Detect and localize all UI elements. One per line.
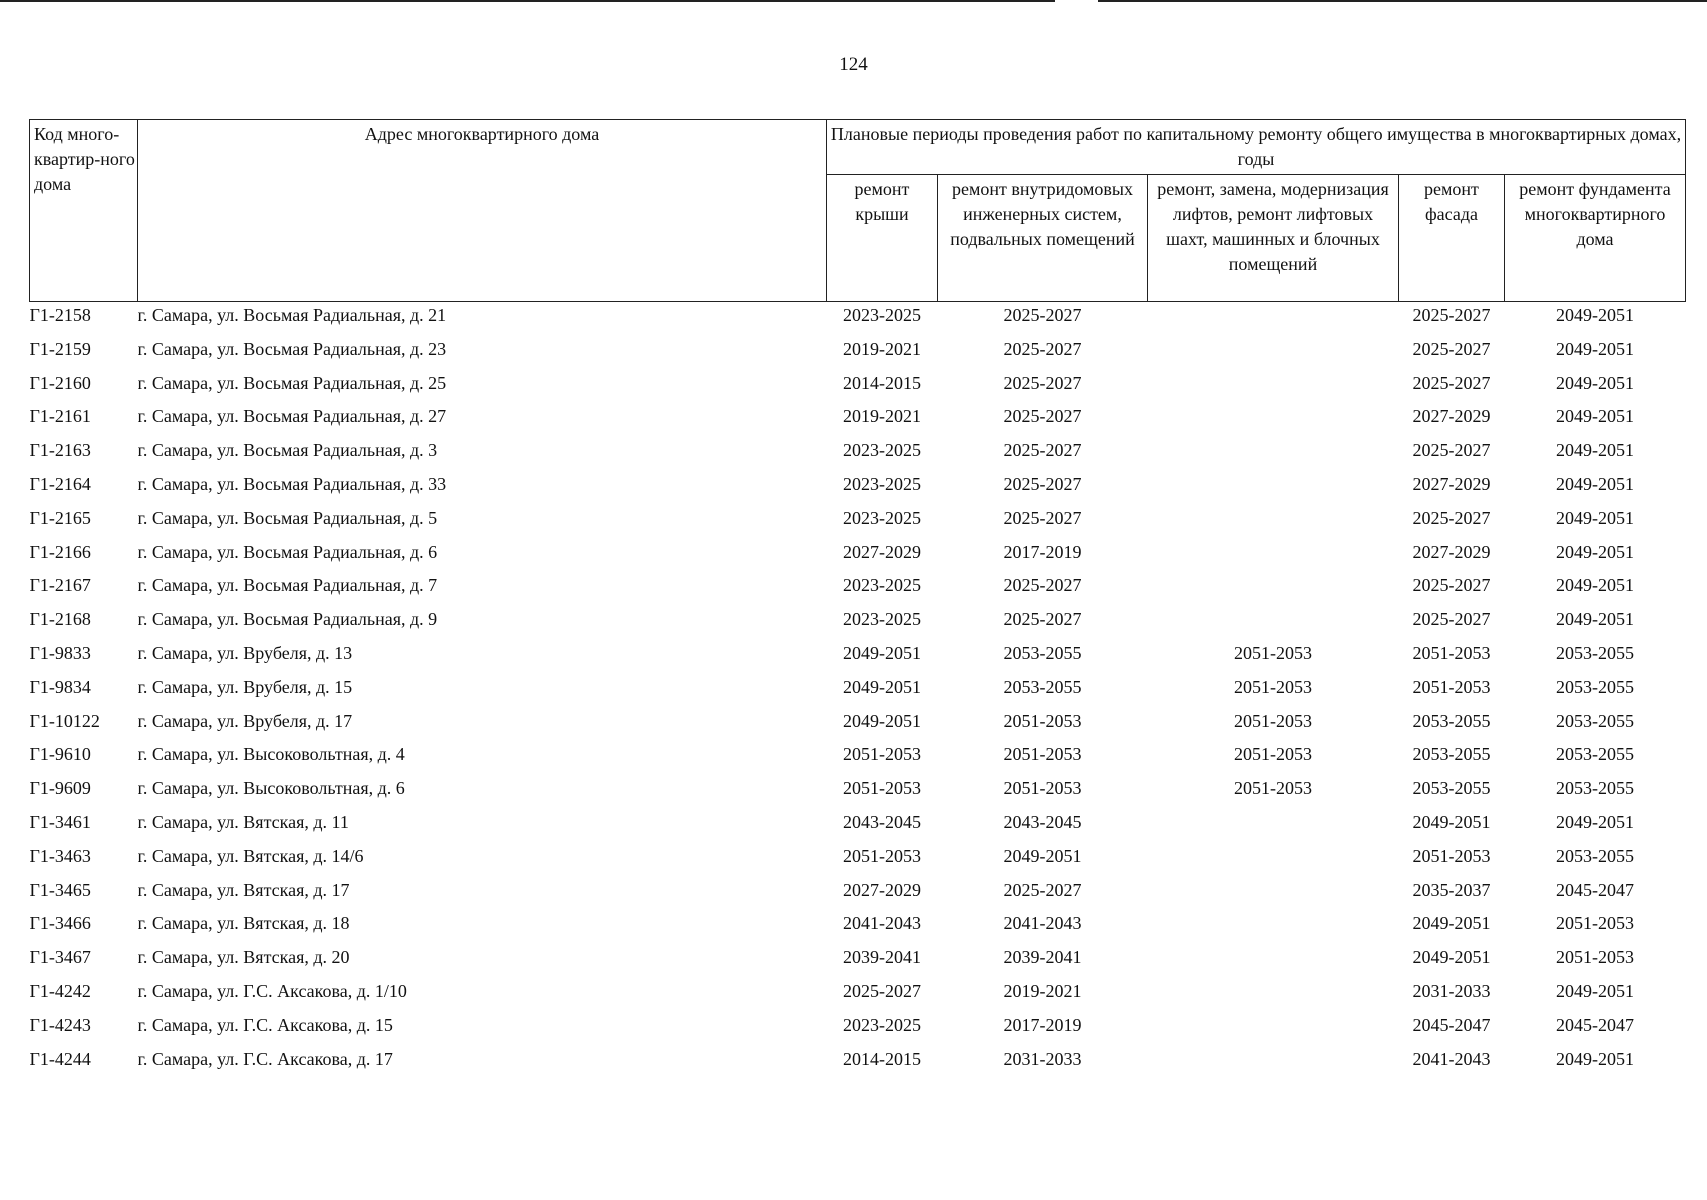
cell-lifts: [1148, 336, 1399, 370]
cell-address: г. Самара, ул. Высоковольтная, д. 4: [137, 744, 405, 765]
cell-lifts: [1148, 606, 1399, 640]
cell-address: г. Самара, ул. Вятская, д. 17: [137, 879, 350, 900]
cell-foundation: 2049-2051: [1556, 440, 1634, 461]
cell-systems: 2025-2027: [1003, 440, 1082, 461]
cell-facade: 2041-2043: [1412, 1048, 1491, 1069]
cell-code: Г1-3465: [29, 879, 91, 900]
cell-code: Г1-3461: [29, 811, 91, 832]
table-row: [30, 877, 1686, 911]
cell-facade: 2051-2053: [1412, 642, 1491, 663]
cell-facade: 2051-2053: [1412, 845, 1491, 866]
cell-roof: 2039-2041: [843, 947, 921, 968]
cell-address: г. Самара, ул. Вятская, д. 11: [137, 811, 349, 832]
table-row: [30, 539, 1686, 573]
cell-systems: 2017-2019: [1003, 541, 1082, 562]
cell-systems: 2051-2053: [1003, 778, 1082, 799]
cell-roof: 2023-2025: [843, 305, 921, 325]
cell-systems: 2025-2027: [1003, 575, 1082, 596]
table-row: [30, 1012, 1686, 1046]
table-row: [30, 1046, 1686, 1080]
cell-lifts: [1148, 809, 1399, 843]
cell-facade: 2025-2027: [1412, 305, 1491, 325]
table-row: [30, 708, 1686, 742]
cell-lifts: [1148, 978, 1399, 1012]
cell-foundation: 2049-2051: [1556, 305, 1634, 325]
cell-foundation: 2053-2055: [1556, 744, 1634, 765]
cell-code: Г1-3466: [29, 913, 91, 934]
cell-facade: 2053-2055: [1412, 744, 1491, 765]
header-lifts: ремонт, замена, модернизация лифтов, ремонт лифтовых шахт, машинных и блочных помещений: [1148, 175, 1399, 302]
cell-address: г. Самара, ул. Вятская, д. 20: [137, 947, 350, 968]
cell-code: Г1-2167: [29, 575, 91, 596]
cell-foundation: 2049-2051: [1556, 406, 1634, 427]
cell-address: г. Самара, ул. Восьмая Радиальная, д. 6: [137, 541, 438, 562]
cell-facade: 2051-2053: [1412, 676, 1491, 697]
cell-address: г. Самара, ул. Восьмая Радиальная, д. 5: [137, 507, 438, 528]
cell-roof: 2023-2025: [843, 1014, 921, 1035]
cell-foundation: 2049-2051: [1556, 473, 1634, 494]
cell-systems: 2043-2045: [1003, 811, 1082, 832]
cell-systems: 2049-2051: [1003, 845, 1082, 866]
cell-code: Г1-2161: [29, 406, 91, 427]
cell-facade: 2035-2037: [1412, 879, 1491, 900]
cell-roof: 2019-2021: [843, 406, 921, 427]
cell-facade: 2049-2051: [1412, 947, 1491, 968]
cell-code: Г1-2159: [29, 338, 91, 359]
cell-systems: 2025-2027: [1003, 338, 1082, 359]
cell-foundation: 2049-2051: [1556, 541, 1634, 562]
cell-foundation: 2051-2053: [1556, 947, 1634, 968]
cell-systems: 2051-2053: [1003, 744, 1082, 765]
cell-roof: 2023-2025: [843, 507, 921, 528]
cell-foundation: 2045-2047: [1556, 1014, 1634, 1035]
cell-systems: 2025-2027: [1003, 879, 1082, 900]
header-address: Адрес многоквартирного дома: [138, 120, 827, 302]
cell-facade: 2027-2029: [1412, 406, 1491, 427]
cell-facade: 2053-2055: [1412, 778, 1491, 799]
cell-facade: 2049-2051: [1412, 811, 1491, 832]
cell-code: Г1-9610: [29, 744, 91, 765]
cell-roof: 2025-2027: [843, 980, 921, 1001]
cell-roof: 2019-2021: [843, 338, 921, 359]
table-row: [30, 437, 1686, 471]
cell-facade: 2025-2027: [1412, 575, 1491, 596]
table-row: [30, 674, 1686, 708]
cell-lifts: [1148, 471, 1399, 505]
cell-lifts: [1148, 877, 1399, 911]
cell-lifts: [1148, 572, 1399, 606]
repair-schedule-table: [29, 119, 1686, 1079]
table-row: [30, 302, 1686, 336]
cell-roof: 2051-2053: [843, 845, 921, 866]
cell-address: г. Самара, ул. Г.С. Аксакова, д. 15: [137, 1014, 393, 1035]
table-row: [30, 403, 1686, 437]
cell-lifts: [1148, 1012, 1399, 1046]
cell-facade: 2031-2033: [1412, 980, 1491, 1001]
cell-roof: 2051-2053: [843, 778, 921, 799]
cell-address: г. Самара, ул. Восьмая Радиальная, д. 33: [137, 473, 447, 494]
table-row: [30, 640, 1686, 674]
cell-address: г. Самара, ул. Вятская, д. 14/6: [137, 845, 364, 866]
cell-address: г. Самара, ул. Врубеля, д. 13: [137, 642, 353, 663]
cell-systems: 2039-2041: [1003, 947, 1082, 968]
table-row: [30, 843, 1686, 877]
table-row: [30, 471, 1686, 505]
cell-lifts: [1148, 403, 1399, 437]
cell-roof: 2049-2051: [843, 642, 921, 663]
cell-foundation: 2049-2051: [1556, 609, 1634, 630]
cell-roof: 2023-2025: [843, 473, 921, 494]
cell-lifts: [1148, 944, 1399, 978]
cell-code: Г1-3467: [29, 947, 91, 968]
cell-address: г. Самара, ул. Восьмая Радиальная, д. 7: [137, 575, 438, 596]
cell-code: Г1-2158: [29, 305, 91, 325]
table-body: [30, 302, 1686, 1080]
cell-roof: 2043-2045: [843, 811, 921, 832]
cell-foundation: 2053-2055: [1556, 676, 1634, 697]
cell-address: г. Самара, ул. Врубеля, д. 15: [137, 676, 353, 697]
cell-roof: 2049-2051: [843, 676, 921, 697]
header-code: Код много-квартир-ного дома: [30, 120, 138, 302]
cell-foundation: 2049-2051: [1556, 980, 1634, 1001]
cell-lifts: 2051-2053: [1234, 778, 1312, 799]
cell-roof: 2014-2015: [843, 372, 921, 393]
cell-foundation: 2049-2051: [1556, 372, 1634, 393]
cell-systems: 2053-2055: [1003, 676, 1082, 697]
cell-code: Г1-2165: [29, 507, 91, 528]
cell-foundation: 2049-2051: [1556, 575, 1634, 596]
cell-systems: 2041-2043: [1003, 913, 1082, 934]
cell-code: Г1-2160: [29, 372, 91, 393]
cell-address: г. Самара, ул. Восьмая Радиальная, д. 21: [137, 305, 447, 325]
cell-lifts: [1148, 1046, 1399, 1080]
cell-systems: 2051-2053: [1003, 710, 1082, 731]
cell-roof: 2023-2025: [843, 440, 921, 461]
cell-systems: 2053-2055: [1003, 642, 1082, 663]
cell-code: Г1-4242: [29, 980, 91, 1001]
cell-address: г. Самара, ул. Восьмая Радиальная, д. 3: [137, 440, 438, 461]
cell-lifts: [1148, 539, 1399, 573]
cell-roof: 2023-2025: [843, 609, 921, 630]
cell-address: г. Самара, ул. Восьмая Радиальная, д. 9: [137, 609, 438, 630]
cell-roof: 2014-2015: [843, 1048, 921, 1069]
scan-edge-top-right: [1098, 0, 1707, 2]
cell-foundation: 2049-2051: [1556, 507, 1634, 528]
cell-roof: 2023-2025: [843, 575, 921, 596]
table-row: [30, 572, 1686, 606]
cell-foundation: 2053-2055: [1556, 642, 1634, 663]
cell-systems: 2031-2033: [1003, 1048, 1082, 1069]
cell-systems: 2025-2027: [1003, 372, 1082, 393]
cell-address: г. Самара, ул. Высоковольтная, д. 6: [137, 778, 405, 799]
cell-address: г. Самара, ул. Восьмая Радиальная, д. 23: [137, 338, 447, 359]
table-row: [30, 809, 1686, 843]
cell-systems: 2017-2019: [1003, 1014, 1082, 1035]
cell-lifts: [1148, 843, 1399, 877]
cell-code: Г1-2166: [29, 541, 91, 562]
cell-systems: 2025-2027: [1003, 507, 1082, 528]
cell-foundation: 2053-2055: [1556, 778, 1634, 799]
cell-systems: 2025-2027: [1003, 305, 1082, 325]
cell-facade: 2027-2029: [1412, 541, 1491, 562]
cell-systems: 2025-2027: [1003, 406, 1082, 427]
table-row: [30, 336, 1686, 370]
table-row: [30, 741, 1686, 775]
cell-address: г. Самара, ул. Г.С. Аксакова, д. 17: [137, 1048, 393, 1069]
cell-code: Г1-9833: [29, 642, 91, 663]
cell-facade: 2025-2027: [1412, 609, 1491, 630]
cell-roof: 2027-2029: [843, 879, 921, 900]
cell-address: г. Самара, ул. Г.С. Аксакова, д. 1/10: [137, 980, 407, 1001]
cell-facade: 2025-2027: [1412, 440, 1491, 461]
header-roof: ремонт крыши: [827, 175, 938, 302]
cell-lifts: [1148, 437, 1399, 471]
cell-facade: 2049-2051: [1412, 913, 1491, 934]
cell-lifts: 2051-2053: [1234, 642, 1312, 663]
cell-roof: 2027-2029: [843, 541, 921, 562]
cell-systems: 2025-2027: [1003, 473, 1082, 494]
cell-lifts: [1148, 910, 1399, 944]
cell-code: Г1-2163: [29, 440, 91, 461]
cell-address: г. Самара, ул. Вятская, д. 18: [137, 913, 350, 934]
cell-foundation: 2051-2053: [1556, 913, 1634, 934]
cell-lifts: 2051-2053: [1234, 744, 1312, 765]
cell-facade: 2053-2055: [1412, 710, 1491, 731]
cell-facade: 2025-2027: [1412, 507, 1491, 528]
cell-code: Г1-4244: [29, 1048, 91, 1069]
table-row: [30, 606, 1686, 640]
table-row: [30, 775, 1686, 809]
header-periods-group: Плановые периоды проведения работ по капитальному ремонту общего имущества в многоквартирных домах, годы: [827, 120, 1686, 175]
cell-roof: 2051-2053: [843, 744, 921, 765]
table-row: [30, 910, 1686, 944]
cell-address: г. Самара, ул. Восьмая Радиальная, д. 27: [137, 406, 447, 427]
cell-code: Г1-10122: [29, 710, 100, 731]
cell-lifts: 2051-2053: [1234, 676, 1312, 697]
page-number: 124: [839, 54, 868, 75]
cell-lifts: 2051-2053: [1234, 710, 1312, 731]
cell-lifts: [1148, 505, 1399, 539]
cell-facade: 2045-2047: [1412, 1014, 1491, 1035]
table-header: [30, 120, 1686, 302]
cell-roof: 2041-2043: [843, 913, 921, 934]
table-row: [30, 370, 1686, 404]
header-row-1: [30, 120, 1686, 175]
cell-facade: 2025-2027: [1412, 372, 1491, 393]
cell-facade: 2027-2029: [1412, 473, 1491, 494]
table-row: [30, 505, 1686, 539]
cell-foundation: 2049-2051: [1556, 811, 1634, 832]
cell-code: Г1-2164: [29, 473, 91, 494]
cell-facade: 2025-2027: [1412, 338, 1491, 359]
cell-foundation: 2053-2055: [1556, 845, 1634, 866]
table-row: [30, 978, 1686, 1012]
cell-foundation: 2049-2051: [1556, 338, 1634, 359]
cell-address: г. Самара, ул. Восьмая Радиальная, д. 25: [137, 372, 447, 393]
header-systems: ремонт внутридомовых инженерных систем, подвальных помещений: [938, 175, 1148, 302]
cell-foundation: 2053-2055: [1556, 710, 1634, 731]
cell-code: Г1-9609: [29, 778, 91, 799]
cell-code: Г1-3463: [29, 845, 91, 866]
cell-lifts: [1148, 370, 1399, 404]
cell-foundation: 2049-2051: [1556, 1048, 1634, 1069]
cell-code: Г1-4243: [29, 1014, 91, 1035]
cell-code: Г1-9834: [29, 676, 91, 697]
header-foundation: ремонт фундамента многоквартирного дома: [1505, 175, 1686, 302]
cell-systems: 2019-2021: [1003, 980, 1082, 1001]
cell-roof: 2049-2051: [843, 710, 921, 731]
cell-code: Г1-2168: [29, 609, 91, 630]
cell-systems: 2025-2027: [1003, 609, 1082, 630]
cell-lifts: [1148, 302, 1399, 336]
header-facade: ремонт фасада: [1399, 175, 1505, 302]
cell-foundation: 2045-2047: [1556, 879, 1634, 900]
scan-edge-top-left: [0, 0, 1055, 2]
cell-address: г. Самара, ул. Врубеля, д. 17: [137, 710, 353, 731]
table-row: [30, 944, 1686, 978]
